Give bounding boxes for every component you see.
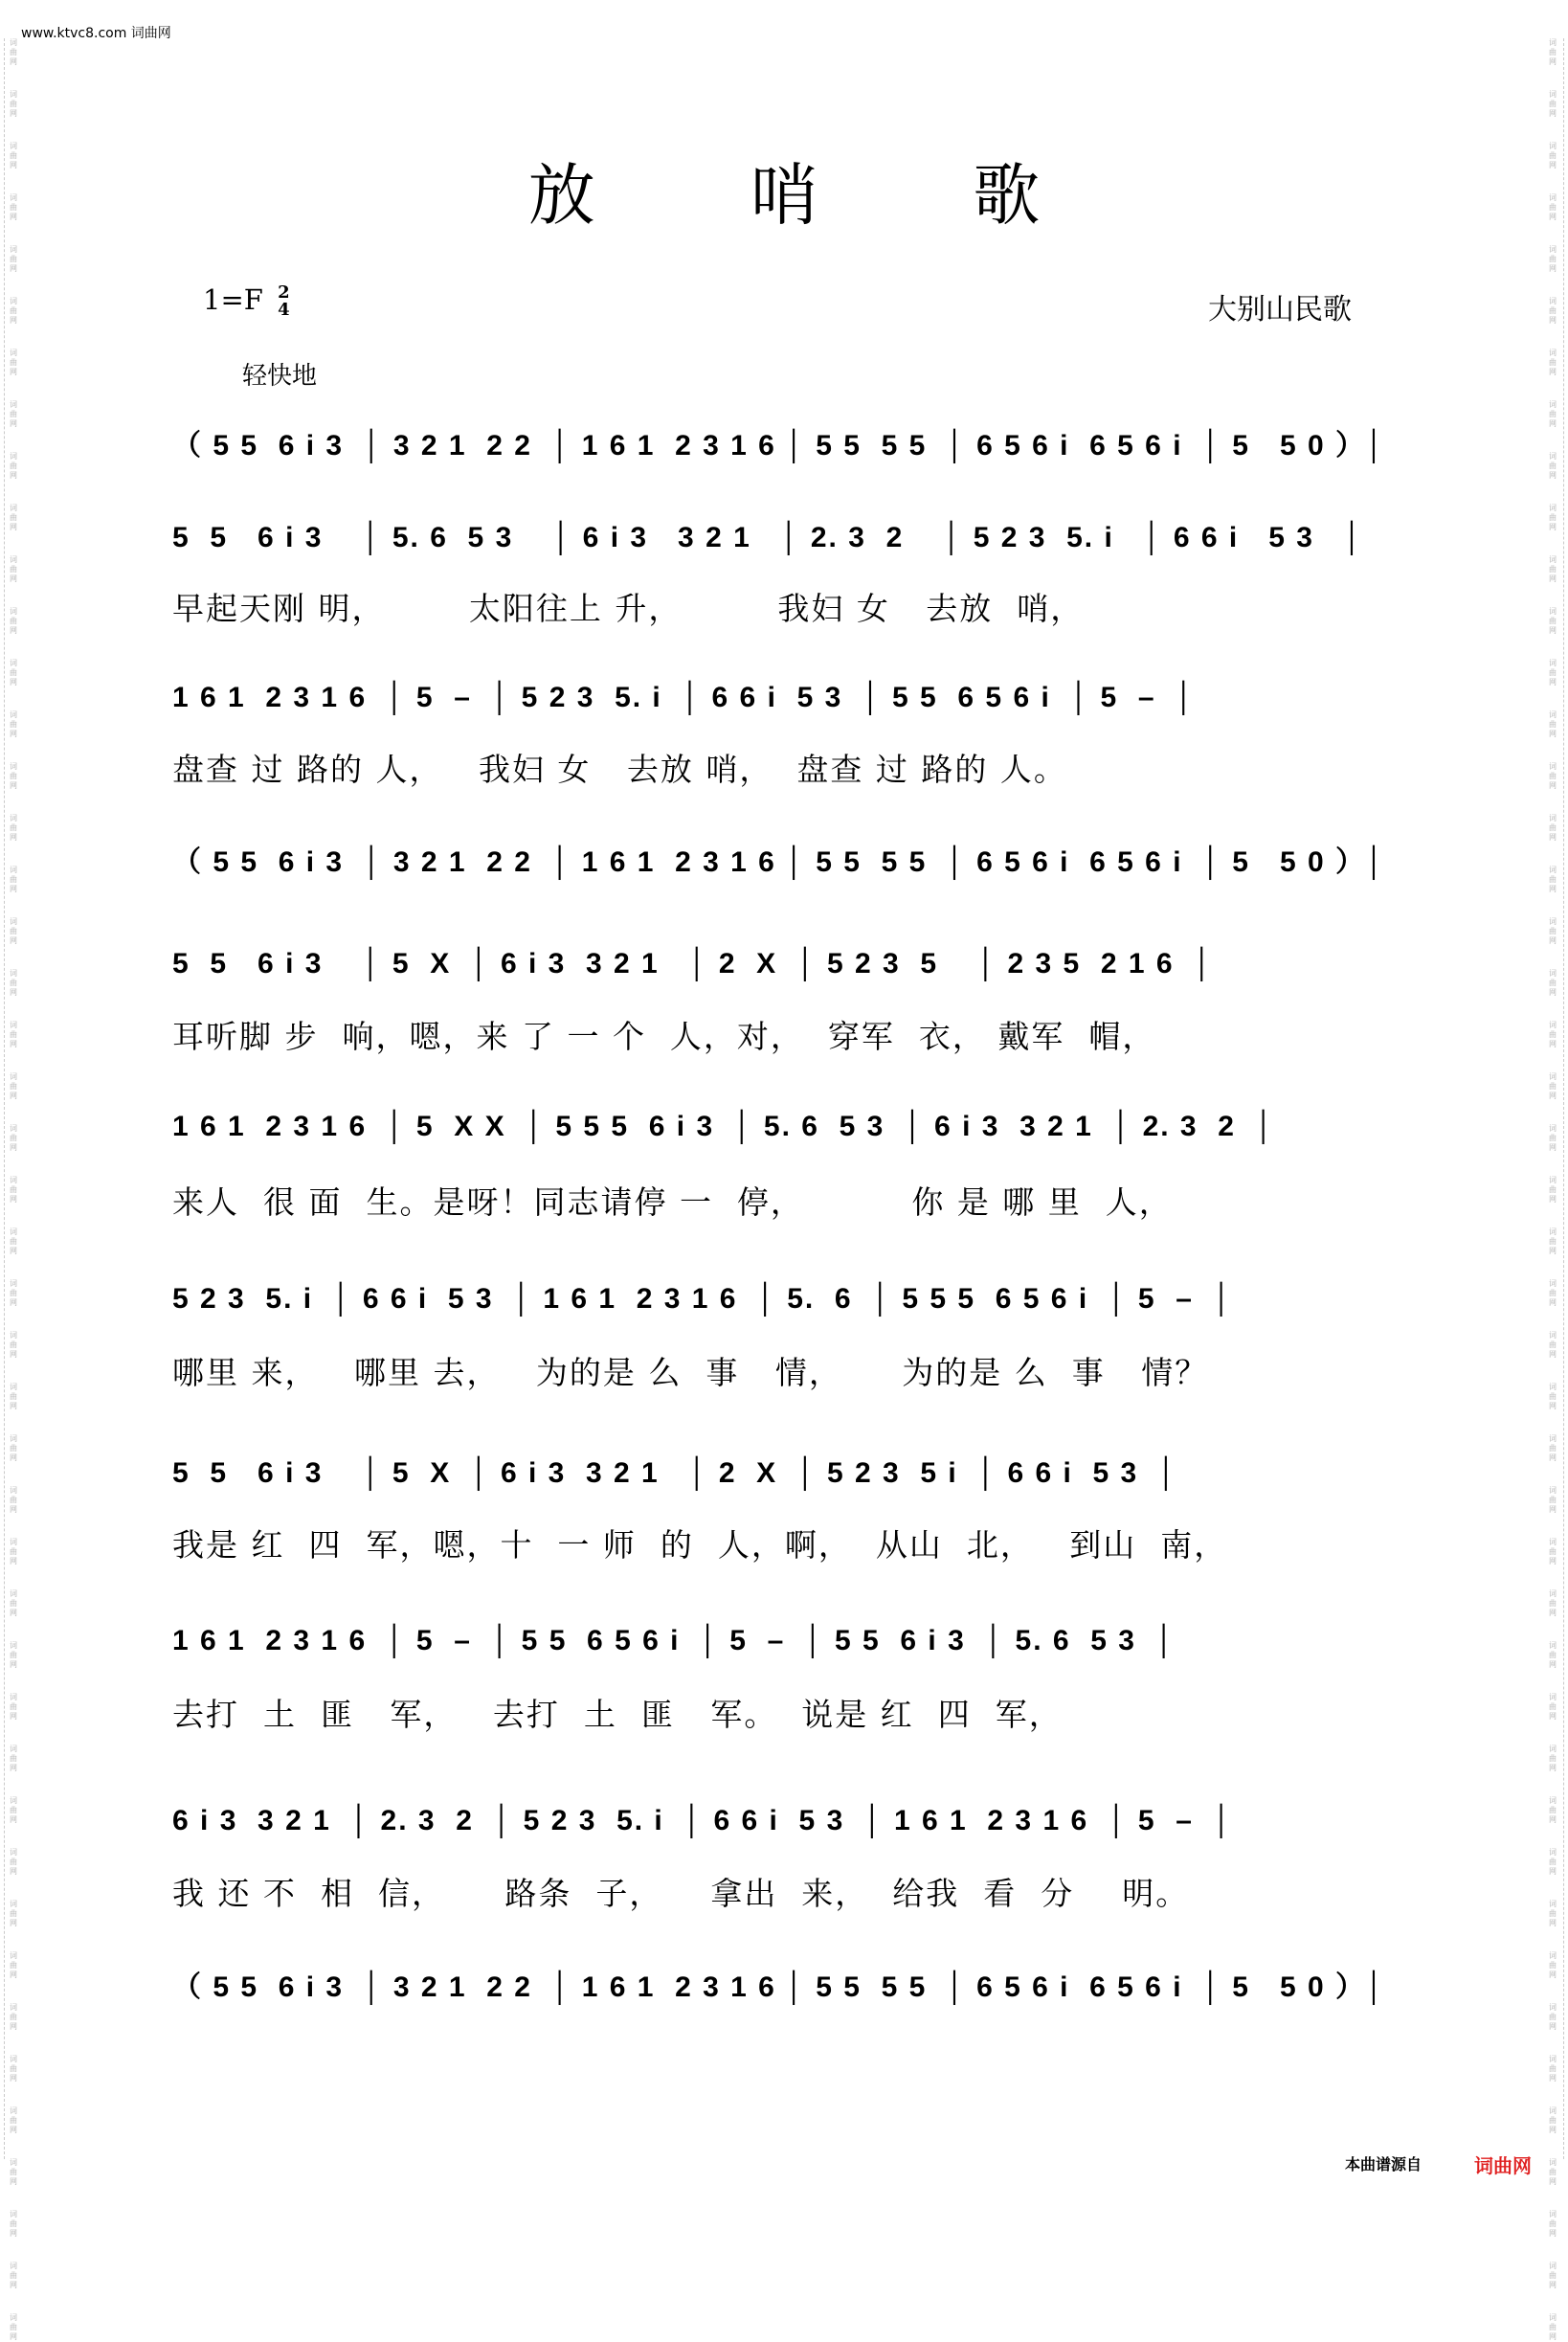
side-mark: 词曲网: [1549, 1331, 1557, 1359]
notation-text: 1 6 1 2 3 1 6 │ 5 – │ 5 2 3 5. i │ 6 6 i 5 3 │ 5 5 6 5 6 i │ 5 – │: [172, 682, 1197, 713]
notation-row: [172, 948, 1388, 996]
footer-source-label: 本曲谱源自: [1345, 2155, 1422, 2173]
side-mark: 词曲网: [10, 90, 17, 118]
side-mark: 词曲网: [10, 917, 17, 945]
side-mark: 词曲网: [1549, 917, 1557, 945]
notation-row: [172, 421, 1388, 469]
side-mark: 词曲网: [1549, 1486, 1557, 1514]
side-mark: 词曲网: [1549, 400, 1557, 428]
side-mark: 词曲网: [10, 1434, 17, 1462]
side-mark: 词曲网: [1549, 245, 1557, 273]
lyric-row: 去打 土 匪 军， 去打 土 匪 军。 说是 红 四 军，: [172, 1696, 1063, 1733]
side-mark: 词曲网: [1549, 349, 1557, 376]
notation-text: （ 5 5 6 i 3 │ 3 2 1 2 2 │ 1 6 1 2 3 1 6 │ 5 5 5 5 │ 6 5 6 i 6 5 6 i │ 5 5 0 ）│: [172, 1971, 1386, 2003]
side-mark: 词曲网: [1549, 1900, 1557, 1927]
notation-text: （ 5 5 6 i 3 │ 3 2 1 2 2 │ 1 6 1 2 3 1 6 │ 5 5 5 5 │ 6 5 6 i 6 5 6 i │ 5 5 0 ）│: [172, 430, 1386, 462]
lyric-row: 哪里 来， 哪里 去， 为的是 么 事 情， 为的是 么 事 情？: [172, 1354, 1209, 1391]
side-mark: 词曲网: [1549, 1383, 1557, 1410]
time-signature-top: 2: [278, 282, 290, 303]
song-origin: 大别山民歌: [1208, 293, 1352, 327]
side-mark: 词曲网: [10, 1796, 17, 1824]
lyric-row: 早起天刚 明， 太阳往上 升， 我妇 女 去放 哨，: [172, 590, 1085, 627]
left-watermark-strip: [4, 38, 24, 2341]
notation-text: 1 6 1 2 3 1 6 │ 5 X X │ 5 5 5 6 i 3 │ 5. 6 5 3 │ 6 i 3 3 2 1 │ 2. 3 2 │: [172, 1111, 1276, 1142]
notation-text: 5 2 3 5. i │ 6 6 i 5 3 │ 1 6 1 2 3 1 6 │ 5. 6 │ 5 5 5 6 5 6 i │ 5 – │: [172, 1283, 1234, 1315]
side-mark: 词曲网: [10, 1848, 17, 1876]
footer-brand-link[interactable]: 词曲网: [1474, 2154, 1532, 2177]
side-mark: 词曲网: [10, 1589, 17, 1617]
notation-text: 1 6 1 2 3 1 6 │ 5 – │ 5 5 6 5 6 i │ 5 – │ 5 5 6 i 3 │ 5. 6 5 3 │: [172, 1625, 1176, 1656]
side-mark: 词曲网: [10, 1486, 17, 1514]
notation-row: [172, 522, 1388, 570]
side-mark: 词曲网: [10, 1900, 17, 1927]
side-mark: 词曲网: [10, 969, 17, 997]
side-mark: 词曲网: [1549, 90, 1557, 118]
lyric-row: 我 还 不 相 信， 路条 子， 拿出 来， 给我 看 分 明。: [172, 1875, 1190, 1912]
side-mark: 词曲网: [1549, 1693, 1557, 1721]
side-mark: 词曲网: [10, 2003, 17, 2031]
side-mark: 词曲网: [10, 1124, 17, 1152]
side-mark: 词曲网: [10, 1383, 17, 1410]
side-mark: 词曲网: [1549, 504, 1557, 531]
side-mark: 词曲网: [10, 1279, 17, 1307]
side-mark: 词曲网: [10, 400, 17, 428]
time-signature: [278, 284, 290, 319]
notation-text: 5 5 6 i 3 │ 5 X │ 6 i 3 3 2 1 │ 2 X │ 5 2 3 5 │ 2 3 5 2 1 6 │: [172, 948, 1214, 980]
side-mark: 词曲网: [1549, 1951, 1557, 1979]
side-mark: 词曲网: [10, 2055, 17, 2083]
side-mark: 词曲网: [10, 762, 17, 790]
notation-row: [172, 1805, 1388, 1853]
side-mark: 词曲网: [1549, 969, 1557, 997]
side-mark: 词曲网: [1549, 555, 1557, 583]
side-mark: 词曲网: [1549, 297, 1557, 325]
side-mark: 词曲网: [1549, 142, 1557, 169]
side-mark: 词曲网: [10, 607, 17, 635]
time-signature-bottom: 4: [278, 300, 290, 320]
side-mark: 词曲网: [1549, 2313, 1557, 2341]
side-mark: 词曲网: [1549, 866, 1557, 893]
side-mark: 词曲网: [1549, 1641, 1557, 1669]
side-mark: 词曲网: [1549, 1124, 1557, 1152]
side-mark: 词曲网: [10, 710, 17, 738]
side-mark: 词曲网: [1549, 1072, 1557, 1100]
tempo-marking: 轻快地: [242, 362, 318, 391]
key-label: 1=F: [203, 283, 263, 316]
notation-text: 5 5 6 i 3 │ 5. 6 5 3 │ 6 i 3 3 2 1 │ 2. 3 2 │ 5 2 3 5. i │ 6 6 i 5 3 │: [172, 522, 1364, 553]
side-mark: 词曲网: [1549, 1176, 1557, 1204]
side-mark: 词曲网: [1549, 607, 1557, 635]
lyric-row: 我是 红 四 军，嗯，十 一 师 的 人，啊， 从山 北， 到山 南，: [172, 1526, 1228, 1564]
side-mark: 词曲网: [10, 349, 17, 376]
notation-row: [172, 1283, 1388, 1331]
side-mark: 词曲网: [10, 814, 17, 842]
right-watermark-strip: [1544, 38, 1564, 2341]
side-mark: 词曲网: [10, 555, 17, 583]
side-mark: 词曲网: [1549, 2262, 1557, 2289]
side-mark: 词曲网: [10, 1745, 17, 1772]
side-mark: 词曲网: [10, 193, 17, 221]
lyric-row: 耳听脚 步 响，嗯，来 了 一 个 人，对， 穿军 衣， 戴军 帽，: [172, 1018, 1156, 1055]
side-mark: 词曲网: [10, 1176, 17, 1204]
side-mark: 词曲网: [1549, 193, 1557, 221]
side-mark: 词曲网: [1549, 2055, 1557, 2083]
side-mark: 词曲网: [1549, 38, 1557, 66]
side-mark: 词曲网: [10, 1951, 17, 1979]
side-mark: 词曲网: [10, 2106, 17, 2134]
side-mark: 词曲网: [10, 1331, 17, 1359]
key-signature: [203, 283, 290, 319]
side-mark: 词曲网: [1549, 1796, 1557, 1824]
notation-text: 5 5 6 i 3 │ 5 X │ 6 i 3 3 2 1 │ 2 X │ 5 2 3 5 i │ 6 6 i 5 3 │: [172, 1457, 1178, 1489]
side-mark: 词曲网: [1549, 1279, 1557, 1307]
side-mark: 词曲网: [1549, 2210, 1557, 2238]
side-mark: 词曲网: [10, 2262, 17, 2289]
notation-row: [172, 1457, 1388, 1505]
side-mark: 词曲网: [10, 866, 17, 893]
notation-text: （ 5 5 6 i 3 │ 3 2 1 2 2 │ 1 6 1 2 3 1 6 │ 5 5 5 5 │ 6 5 6 i 6 5 6 i │ 5 5 0 ）│: [172, 846, 1386, 878]
side-mark: 词曲网: [10, 1227, 17, 1255]
side-mark: 词曲网: [1549, 659, 1557, 687]
side-mark: 词曲网: [1549, 2158, 1557, 2186]
side-mark: 词曲网: [1549, 762, 1557, 790]
side-mark: 词曲网: [1549, 1848, 1557, 1876]
side-mark: 词曲网: [1549, 1021, 1557, 1048]
notation-row: [172, 682, 1388, 730]
side-mark: 词曲网: [1549, 2003, 1557, 2031]
side-mark: 词曲网: [10, 2158, 17, 2186]
notation-row: [172, 1963, 1388, 2011]
song-title: 放 哨 歌: [527, 156, 1108, 235]
side-mark: 词曲网: [10, 504, 17, 531]
notation-row: [172, 838, 1388, 886]
side-mark: 词曲网: [1549, 1538, 1557, 1565]
side-mark: 词曲网: [10, 1538, 17, 1565]
site-url: www.ktvc8.com 词曲网: [21, 26, 171, 41]
notation-row: [172, 1625, 1388, 1673]
notation-row: [172, 1111, 1388, 1159]
side-mark: 词曲网: [10, 297, 17, 325]
side-mark: 词曲网: [10, 659, 17, 687]
side-mark: 词曲网: [1549, 452, 1557, 480]
side-mark: 词曲网: [10, 1072, 17, 1100]
side-mark: 词曲网: [10, 1021, 17, 1048]
side-mark: 词曲网: [10, 1641, 17, 1669]
side-mark: 词曲网: [10, 2210, 17, 2238]
side-mark: 词曲网: [1549, 710, 1557, 738]
side-mark: 词曲网: [1549, 1434, 1557, 1462]
lyric-row: 盘查 过 路的 人， 我妇 女 去放 哨， 盘查 过 路的 人。: [172, 751, 1067, 788]
side-mark: 词曲网: [1549, 2106, 1557, 2134]
lyric-row: 来人 很 面 生。是呀！同志请停 一 停， 你 是 哪 里 人，: [172, 1183, 1173, 1221]
side-mark: 词曲网: [10, 38, 17, 66]
side-mark: 词曲网: [1549, 1745, 1557, 1772]
notation-text: 6 i 3 3 2 1 │ 2. 3 2 │ 5 2 3 5. i │ 6 6 i 5 3 │ 1 6 1 2 3 1 6 │ 5 – │: [172, 1805, 1234, 1836]
side-mark: 词曲网: [10, 1693, 17, 1721]
side-mark: 词曲网: [10, 452, 17, 480]
side-mark: 词曲网: [1549, 814, 1557, 842]
side-mark: 词曲网: [10, 245, 17, 273]
side-mark: 词曲网: [10, 2313, 17, 2341]
side-mark: 词曲网: [1549, 1589, 1557, 1617]
side-mark: 词曲网: [10, 142, 17, 169]
side-mark: 词曲网: [1549, 1227, 1557, 1255]
